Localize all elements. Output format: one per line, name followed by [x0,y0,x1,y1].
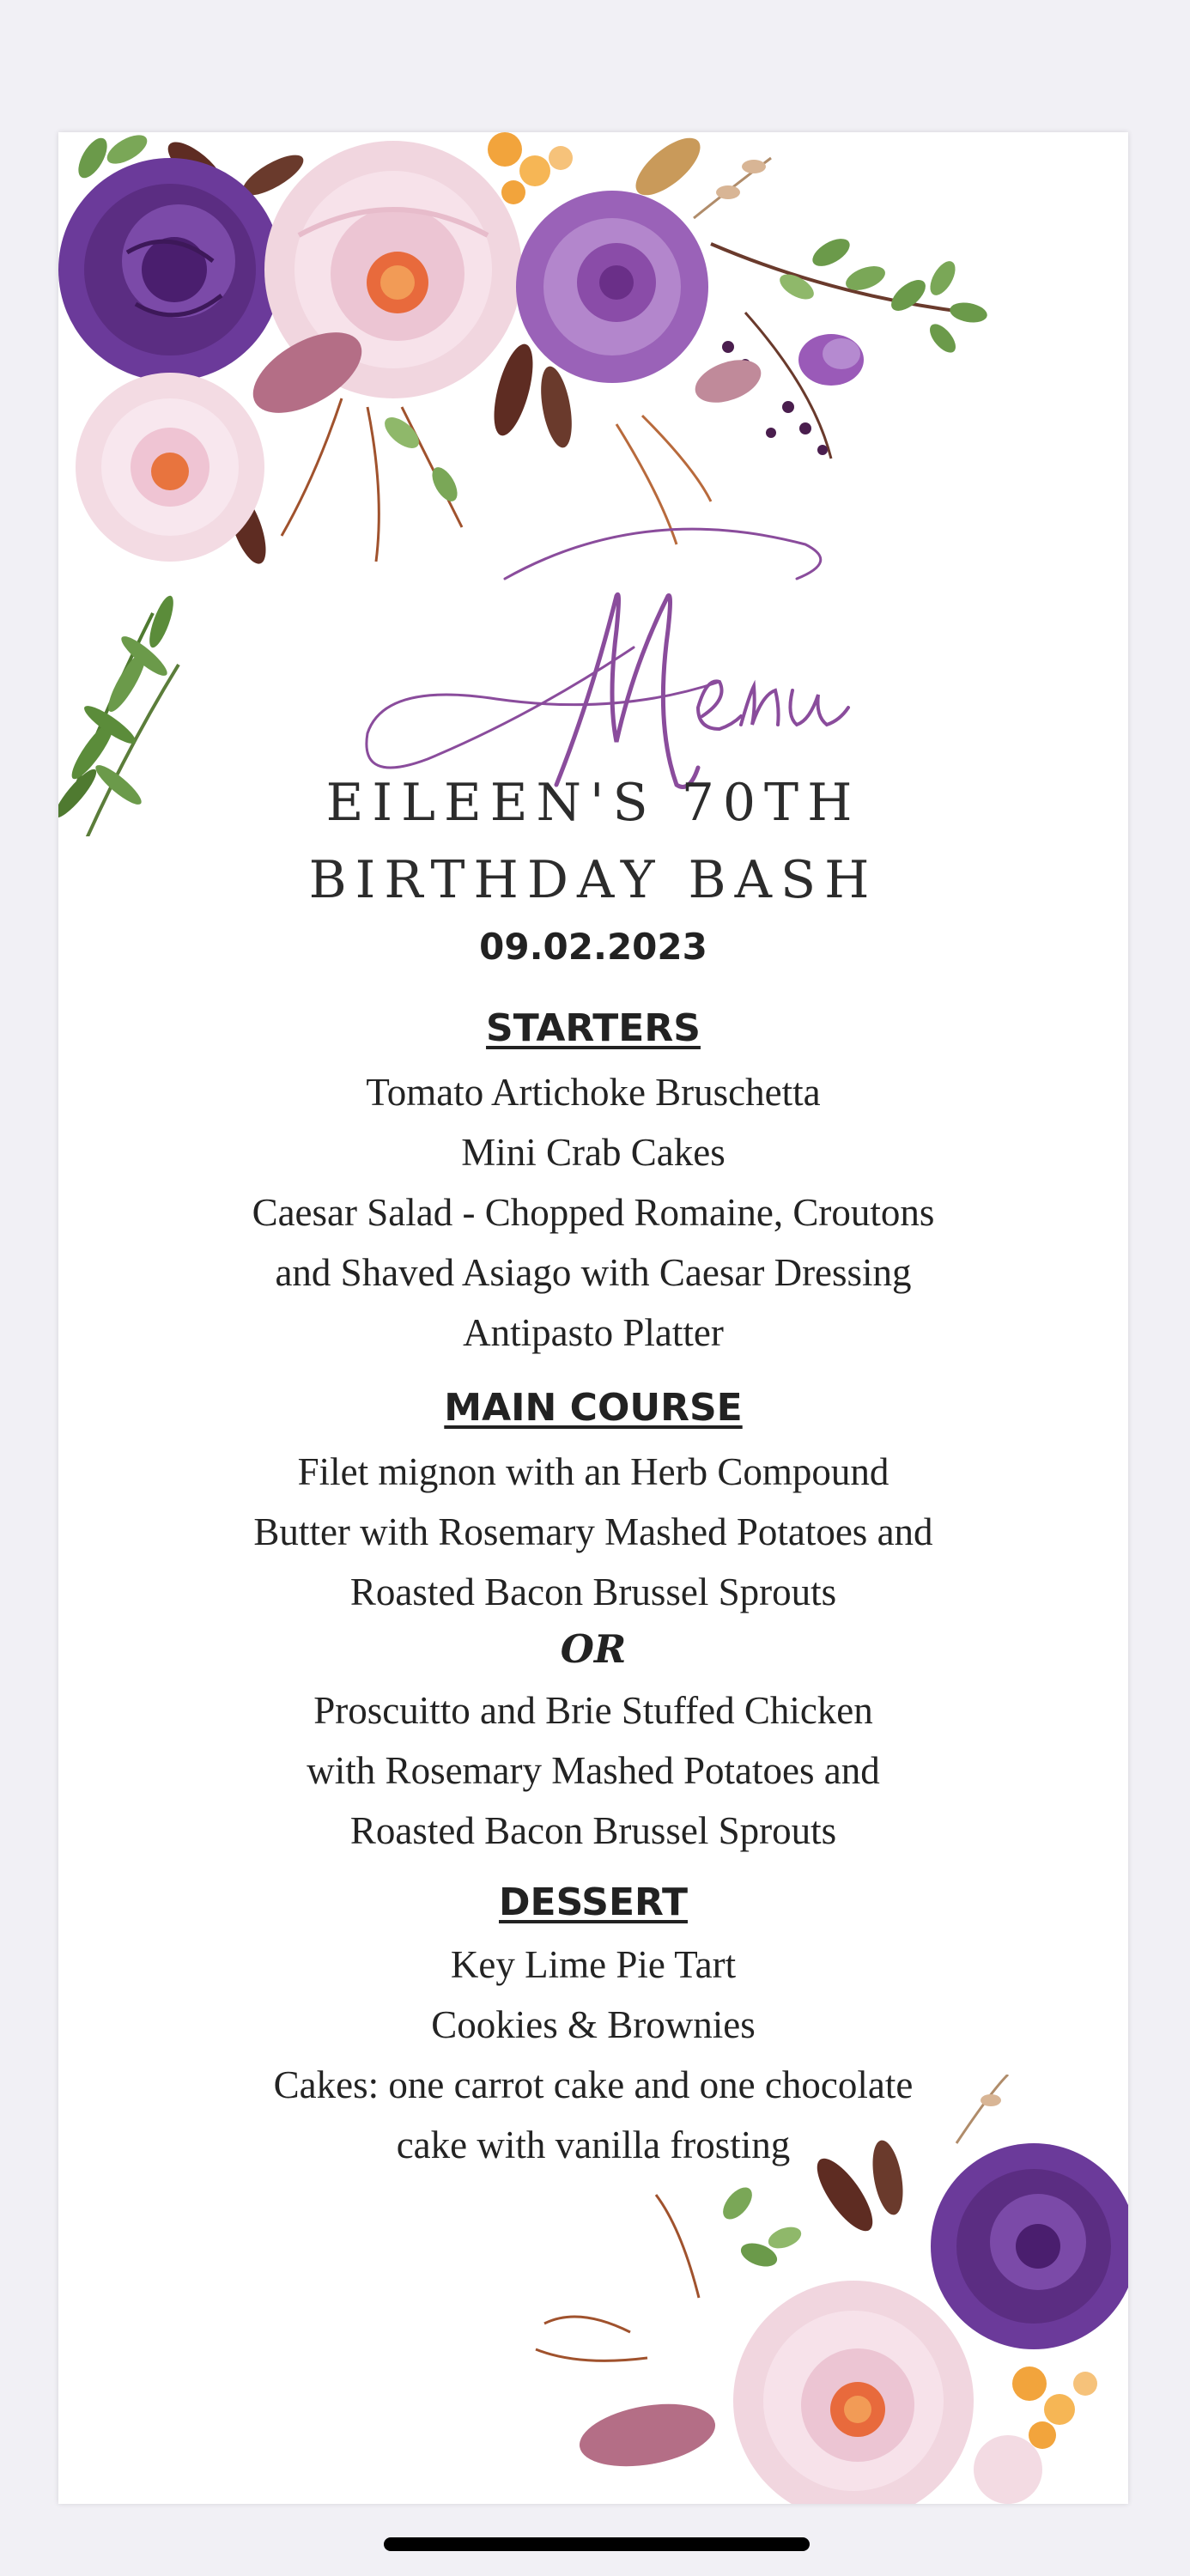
menu-item: Proscuitto and Brie Stuffed Chicken [313,1689,873,1732]
home-indicator[interactable] [384,2537,810,2551]
menu-item: with Rosemary Mashed Potatoes and [307,1749,880,1792]
or-separator: OR [560,1626,627,1672]
menu-item: Tomato Artichoke Bruschetta [366,1071,821,1114]
section-title-starters: STARTERS [486,1006,701,1050]
menu-item: Cakes: one carrot cake and one chocolate [273,2063,914,2106]
menu-item: Antipasto Platter [463,1311,724,1354]
menu-item: cake with vanilla frosting [396,2123,791,2166]
menu-item: and Shaved Asiago with Caesar Dressing [275,1251,912,1294]
menu-item: Key Lime Pie Tart [450,1943,737,1986]
section-title-main-course: MAIN COURSE [444,1386,743,1430]
menu-item: Butter with Rosemary Mashed Potatoes and [253,1510,933,1553]
menu-item: Caesar Salad - Chopped Romaine, Croutons [252,1191,935,1234]
section-title-dessert: DESSERT [499,1880,688,1924]
menu-item: Roasted Bacon Brussel Sprouts [349,1809,837,1852]
menu-item: Roasted Bacon Brussel Sprouts [349,1571,837,1613]
menu-item: Cookies & Brownies [431,2003,756,2046]
menu-item: Mini Crab Cakes [461,1131,726,1174]
headline-line2: BIRTHDAY BASH [308,850,878,910]
headline-line1: EILEEN'S 70TH [325,773,861,833]
menu-item: Filet mignon with an Herb Compound [297,1450,889,1493]
event-date: 09.02.2023 [479,926,707,968]
bottom-floral-decoration [527,2075,1128,2504]
menu-card [58,132,1128,2504]
